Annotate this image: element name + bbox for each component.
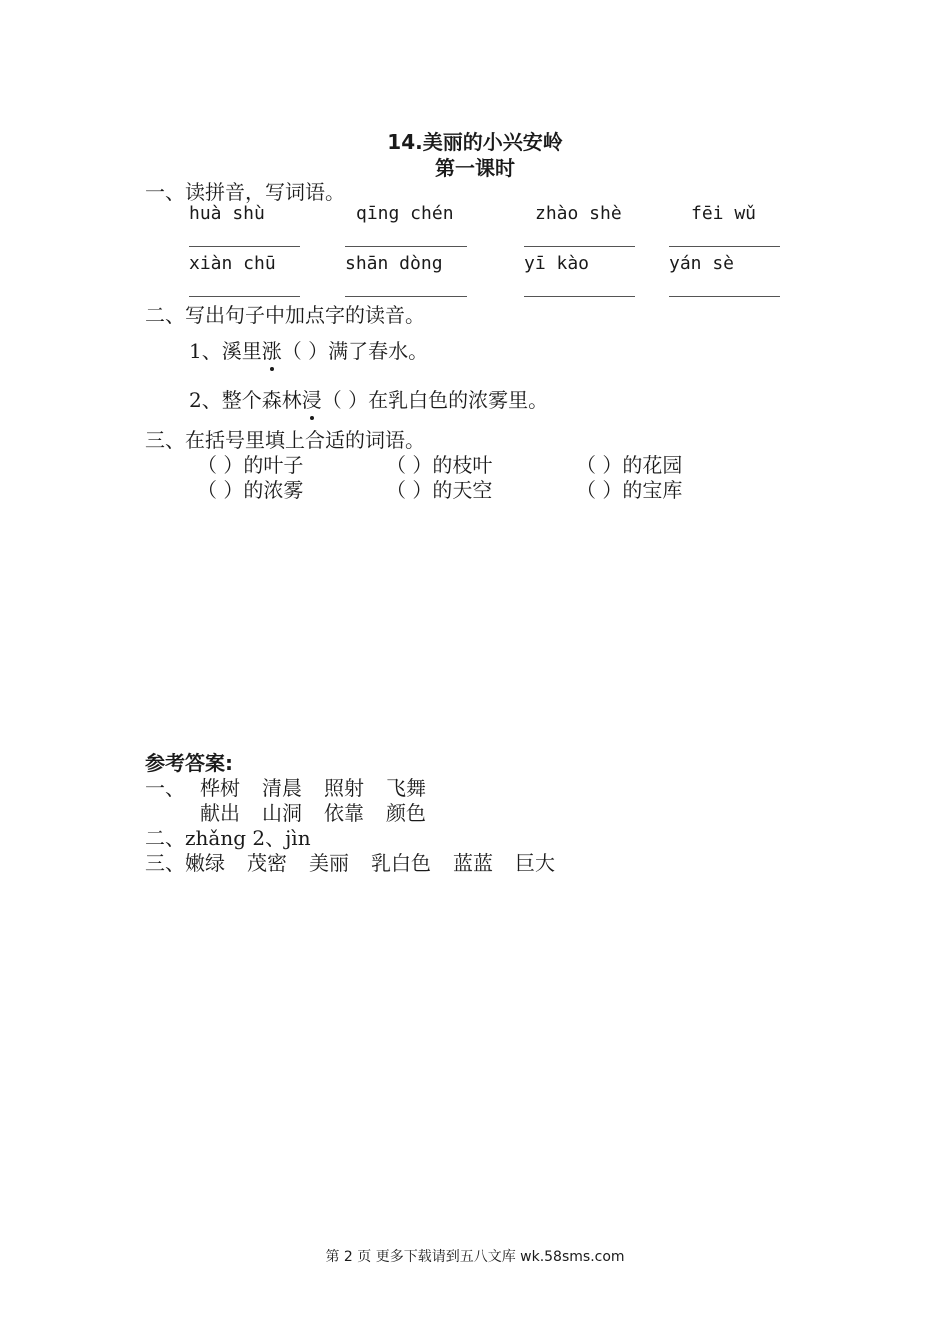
answer-word: 茂密 bbox=[247, 851, 287, 875]
answer-word: 献出 bbox=[200, 801, 240, 825]
answer-word: 美丽 bbox=[309, 851, 349, 875]
answer-word: 山洞 bbox=[262, 801, 302, 825]
sentence-text: （ ）在乳白色的浓雾里。 bbox=[321, 388, 549, 412]
pinyin-item: fēi wǔ bbox=[691, 203, 757, 224]
answer-word: 嫩绿 bbox=[185, 851, 225, 875]
answer-3-label: 三、 bbox=[145, 851, 185, 875]
answer-word: 依靠 bbox=[324, 801, 364, 825]
answer-3 bbox=[145, 847, 577, 876]
answer-line[interactable] bbox=[669, 246, 780, 247]
answer-2: 二、zhǎng 2、jìn bbox=[145, 826, 311, 850]
answer-word: 巨大 bbox=[515, 851, 555, 875]
fill-blank-item: （ ）的天空 bbox=[386, 478, 493, 502]
q3-heading: 三、在括号里填上合适的词语。 bbox=[145, 428, 425, 452]
dotted-char: 浸 bbox=[302, 384, 322, 413]
answer-1-label: 一、 bbox=[145, 776, 185, 800]
pinyin-item: shān dòng bbox=[345, 253, 443, 274]
q2-sentence-1 bbox=[189, 335, 428, 364]
pinyin-item: yī kào bbox=[524, 253, 590, 274]
pinyin-item: huà shù bbox=[189, 203, 265, 224]
answer-word: 照射 bbox=[324, 776, 364, 800]
dotted-char: 涨 bbox=[262, 335, 282, 364]
answer-word: 清晨 bbox=[262, 776, 302, 800]
answer-line[interactable] bbox=[189, 246, 300, 247]
fill-blank-item: （ ）的宝库 bbox=[576, 478, 683, 502]
q2-heading: 二、写出句子中加点字的读音。 bbox=[145, 303, 425, 327]
sentence-text: 2、整个森林 bbox=[189, 388, 302, 412]
answer-line[interactable] bbox=[524, 246, 635, 247]
fill-blank-item: （ ）的浓雾 bbox=[197, 478, 304, 502]
pinyin-item: yán sè bbox=[669, 253, 735, 274]
fill-blank-item: （ ）的枝叶 bbox=[386, 453, 493, 477]
page-footer: 第 2 页 更多下载请到五八文库 wk.58sms.com bbox=[325, 1249, 625, 1265]
q1-heading: 一、读拼音，写词语。 bbox=[145, 180, 345, 204]
pinyin-item: qīng chén bbox=[356, 203, 454, 224]
answer-word: 颜色 bbox=[386, 801, 426, 825]
page-title: 14.美丽的小兴安岭 bbox=[387, 130, 563, 154]
answer-word: 桦树 bbox=[200, 776, 240, 800]
answer-word: 飞舞 bbox=[386, 776, 426, 800]
answer-line[interactable] bbox=[345, 296, 467, 297]
pinyin-item: xiàn chū bbox=[189, 253, 276, 274]
answer-word: 乳白色 bbox=[371, 851, 431, 875]
sentence-text: （ ）满了春水。 bbox=[281, 339, 429, 363]
answer-line[interactable] bbox=[345, 246, 467, 247]
fill-blank-item: （ ）的花园 bbox=[576, 453, 683, 477]
answer-line[interactable] bbox=[189, 296, 300, 297]
answer-line[interactable] bbox=[669, 296, 780, 297]
answer-line[interactable] bbox=[524, 296, 635, 297]
answer-word: 蓝蓝 bbox=[453, 851, 493, 875]
sentence-text: 1、溪里 bbox=[189, 339, 262, 363]
fill-blank-item: （ ）的叶子 bbox=[197, 453, 304, 477]
q2-sentence-2 bbox=[189, 384, 548, 413]
pinyin-item: zhào shè bbox=[535, 203, 622, 224]
answers-heading: 参考答案: bbox=[145, 751, 233, 775]
page-subtitle: 第一课时 bbox=[435, 156, 515, 180]
